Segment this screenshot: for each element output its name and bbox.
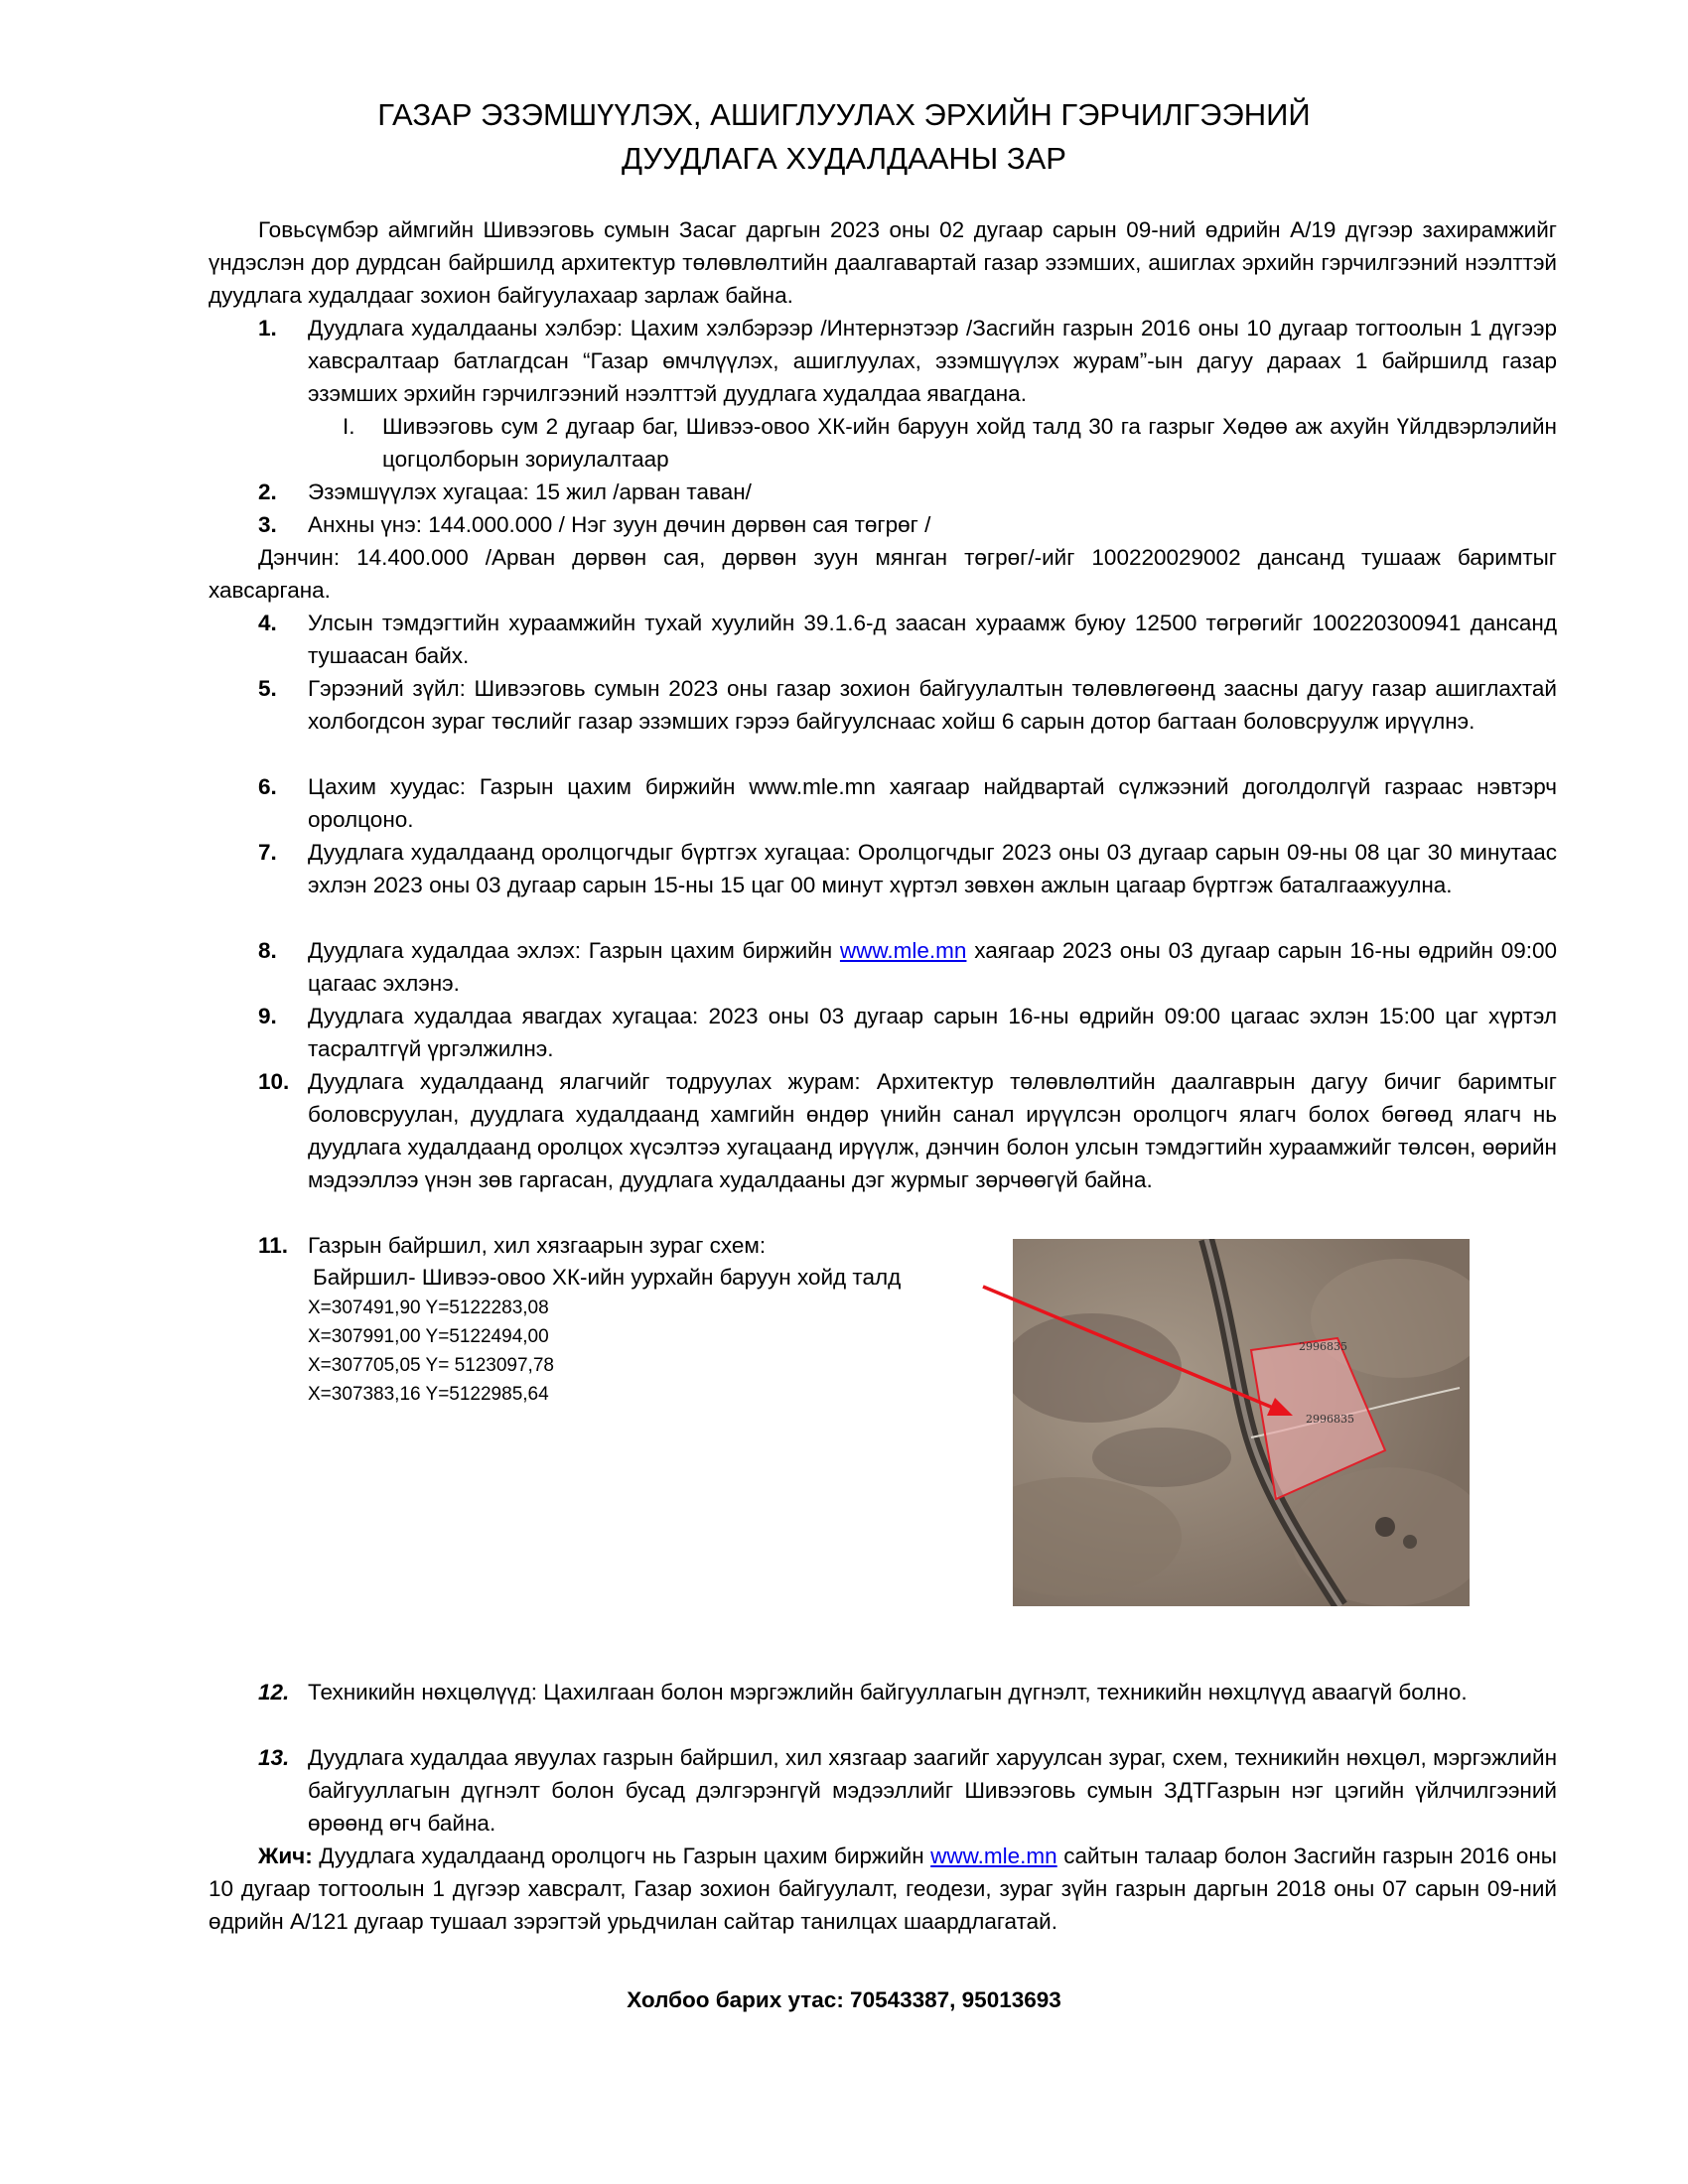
satellite-map-image [1013,1239,1470,1606]
item-text: Анхны үнэ: 144.000.000 / Нэг зуун дөчин дөрвөн сая төгрөг / [308,512,931,537]
satellite-map-svg [1013,1239,1470,1606]
coordinate-1: X=307491,90 Y=5122283,08 [308,1297,549,1318]
item-number: 8. [258,938,277,963]
note-mle-link[interactable]: www.mle.mn [930,1843,1057,1868]
item-number: 3. [258,512,277,537]
coordinate-list [308,1294,554,1409]
parcel-id-top-label: 2996835 [1299,1340,1347,1353]
title-line-1: ГАЗАР ЭЗЭМШҮҮЛЭХ, АШИГЛУУЛАХ ЭРХИЙН ГЭРЧИЛГЭЭНИЙ [377,97,1311,132]
item-text: Гэрээний зүйл: Шивээговь сумын 2023 оны газар зохион байгуулалтын төлөвлөгөөнд заасны дагуу газар ашиглахтай холбогдсон зураг төслийг газар эзэмших гэрээ байгуулснаас хойш 6 сарын дотор багтаан боловсруулж ирүүлнэ. [308,676,1557,734]
mine-dark-spot [1403,1535,1417,1549]
location-label: Байршил- Шивээ-овоо ХК-ийн уурхайн баруун хойд талд [313,1265,902,1290]
item-text [308,934,1557,1000]
intro-paragraph: Говьсүмбэр аймгийн Шивээговь сумын Засаг даргын 2023 оны 02 дугаар сарын 09-ний өдрийн А/19 дүгээр захирамжийг үндэслэн дор дурдсан байршилд архитектур төлөвлөлтийн даалгавартай газар эзэмших, ашиглах эрхийн гэрчилгээний нээлттэй дуудлага худалдааг зохион байгуулахаар зарлаж байна. [209,217,1557,308]
note-paragraph [209,1840,1557,1938]
item-number: 10. [258,1069,290,1094]
item-text: Эзэмшүүлэх хугацаа: 15 жил /арван таван/ [308,479,752,504]
note-text-start: Дуудлага худалдаанд оролцогч нь Газрын цахим биржийн [312,1843,931,1868]
title-line-2: ДУУДЛАГА ХУДАЛДААНЫ ЗАР [622,141,1066,176]
item-number: 6. [258,774,277,799]
subitem-number: I. [343,414,355,439]
terrain-dark-patch [1092,1428,1231,1487]
item-number: 12. [258,1680,290,1705]
item-number: 7. [258,840,277,865]
coordinate-4: X=307383,16 Y=5122985,64 [308,1384,549,1405]
mle-link[interactable]: www.mle.mn [839,938,967,963]
mine-dark-spot [1375,1517,1395,1537]
deposit-paragraph: Дэнчин: 14.400.000 /Арван дөрвөн сая, дөрвөн зуун мянган төгрөг/-ийг 100220029002 дансанд тушааж баримтыг хавсаргана. [209,545,1557,603]
item-text: Дуудлага худалдаанд оролцогчдыг бүртгэх хугацаа: Оролцогчдыг 2023 оны 03 дугаар сарын 09-ны 08 цаг 30 минутаас эхлэн 2023 оны 03 дугаар сарын 15-ны 15 цаг 00 минут хүртэл зөвхөн ажлын цагаар бүртгэж баталгаажуулна. [308,840,1557,897]
coordinate-2: X=307991,00 Y=5122494,00 [308,1326,549,1347]
item-number: 9. [258,1004,277,1028]
contact-phone: Холбоо барих утас: 70543387, 95013693 [627,1987,1061,2012]
coordinate-3: X=307705,05 Y= 5123097,78 [308,1355,554,1376]
item-number: 5. [258,676,277,701]
item-text: Улсын тэмдэгтийн хураамжийн тухай хуулийн 39.1.6-д заасан хураамж буюу 12500 төгрөгийг 100220300941 дансанд тушаасан байх. [308,611,1557,668]
item-text: Техникийн нөхцөлүүд: Цахилгаан болон мэргэжлийн байгууллагын дүгнэлт, техникийн нөхцлүүд аваагүй болно. [308,1680,1468,1705]
item-text: Дуудлага худалдаа явагдах хугацаа: 2023 оны 03 дугаар сарын 16-ны өдрийн 09:00 цагаас эхлэн 15:00 цаг хүртэл тасралтгүй үргэлжилнэ. [308,1004,1557,1061]
item-number: 4. [258,611,277,635]
note-text-end: сайтын талаар болон Засгийн газрын 2016 оны 10 дугаар тогтоолын 1 дүгээр хавсралт, Газар зохион байгуулалт, геодези, зураг зүйн газрын даргын 2018 оны 07 сарын 09-ний өдрийн А/121 дугаар тушаал зэрэгтэй урьдчилан сайтар танилцах шаардлагатай. [209,1843,1557,1934]
item-8-text-start: Дуудлага худалдаа эхлэх: Газрын цахим биржийн [308,938,840,963]
item-text: Дуудлага худалдааны хэлбэр: Цахим хэлбэрээр /Интернэтээр /Засгийн газрын 2016 оны 10 дугаар тогтоолын 1 дүгээр хавсралтаар батлагдсан “Газар өмчлүүлэх, ашиглуулах, эзэмшүүлэх журам”-ын дагуу дараах 1 байршилд газар эзэмших эрхийн гэрчилгээний нээлттэй дуудлага худалдаа явагдана. [308,316,1557,406]
item-number: 13. [258,1745,290,1770]
item-8-text-end: хаягаар 2023 оны 03 дугаар сарын 16-ны өдрийн 09:00 цагаас эхлэнэ. [308,938,1558,996]
item-number: 11. [258,1233,289,1258]
item-text: Дуудлага худалдаанд ялагчийг тодруулах журам: Архитектур төлөвлөлтийн даалгаврын дагуу бичиг баримтыг боловсруулан, дуудлага худалдаанд хамгийн өндөр үнийн санал ирүүлсэн оролцогч ялагч болох бөгөөд ялагч нь дуудлага худалдаанд оролцох хүсэлтээ хугацаанд ирүүлж, дэнчин болон улсын тэмдэгтийн хураамжийг төлсөн, өөрийн мэдээллээ үнэн зөв гаргасан, дуудлага худалдааны дэг журмыг зөрчөөгүй байна. [308,1069,1557,1192]
item-text: Дуудлага худалдаа явуулах газрын байршил, хил хязгаар заагийг харуулсан зураг, схем, техникийн нөхцөл, мэргэжлийн байгууллагын дүгнэлт болон бусад дэлгэрэнгүй мэдээллийг Шивээговь сумын ЗДТГазрын нэг цэгийн үйлчилгээний өрөөнд өгч байна. [308,1745,1557,1836]
item-number: 1. [258,316,277,341]
parcel-id-center-label: 2996835 [1306,1413,1354,1426]
item-text: Цахим хуудас: Газрын цахим биржийн www.mle.mn хаягаар найдвартай сүлжээний доголдолгүй газраас нэвтэрч оролцоно. [308,774,1557,832]
item-text: Газрын байршил, хил хязгаарын зураг схем: [308,1233,767,1258]
subitem-text: Шивээговь сум 2 дугаар баг, Шивээ-овоо ХК-ийн баруун хойд талд 30 га газрыг Хөдөө аж ахуйн Үйлдвэрлэлийн цогцолборын зориулалтаар [382,414,1557,472]
note-label: Жич: [258,1843,313,1868]
item-number: 2. [258,479,277,504]
